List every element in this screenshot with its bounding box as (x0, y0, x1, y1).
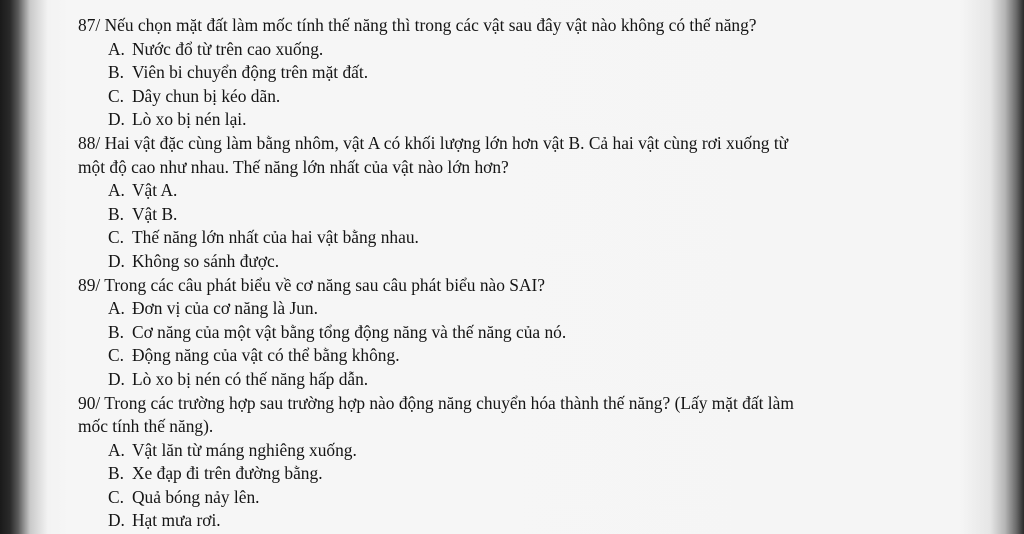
option-b (78, 462, 958, 486)
option-c (78, 344, 958, 368)
question-87 (78, 14, 958, 132)
option-letter: A. (108, 38, 125, 59)
option-letter: A. (108, 180, 125, 201)
question-list (78, 14, 958, 533)
option-text: Viên bi chuyển động trên mặt đất. (132, 62, 369, 83)
option-text: Xe đạp đi trên đường bằng. (132, 463, 323, 484)
option-a (78, 179, 958, 203)
option-a (78, 439, 958, 463)
option-b (78, 321, 958, 345)
option-text: Đơn vị của cơ năng là Jun. (132, 298, 318, 319)
option-letter: D. (108, 368, 125, 389)
option-a (78, 38, 958, 62)
option-letter: D. (108, 250, 125, 271)
question-text: 89/ Trong các câu phát biểu về cơ năng sau câu phát biểu nào SAI? (78, 274, 546, 295)
option-text: Thế năng lớn nhất của hai vật bằng nhau. (132, 227, 419, 248)
option-letter: B. (108, 203, 124, 224)
option-letter: B. (108, 321, 124, 342)
option-c (78, 486, 958, 510)
option-letter: D. (108, 510, 125, 531)
option-text: Vật lăn từ máng nghiêng xuống. (132, 439, 357, 460)
option-d (78, 368, 958, 392)
question-text: 88/ Hai vật đặc cùng làm bằng nhôm, vật A có khối lượng lớn hơn vật B. Cả hai vật cùng rơi xuống từ (78, 132, 789, 153)
option-c (78, 85, 958, 109)
option-letter: D. (108, 109, 125, 130)
option-letter: C. (108, 227, 124, 248)
option-a (78, 297, 958, 321)
option-text: Hạt mưa rơi. (132, 510, 221, 531)
option-text: Vật B. (132, 203, 178, 224)
option-b (78, 61, 958, 85)
option-b (78, 203, 958, 227)
option-d (78, 108, 958, 132)
question-text: 90/ Trong các trường hợp sau trường hợp nào động năng chuyển hóa thành thế năng? (Lấy mặt đất làm (78, 392, 794, 413)
option-letter: A. (108, 439, 125, 460)
option-letter: C. (108, 345, 124, 366)
option-text: Động năng của vật có thể bằng không. (132, 345, 400, 366)
option-letter: B. (108, 62, 124, 83)
question-text-continued: mốc tính thế năng). (78, 416, 214, 437)
question-text-continued: một độ cao như nhau. Thế năng lớn nhất của vật nào lớn hơn? (78, 156, 509, 177)
option-text: Nước đổ từ trên cao xuống. (132, 38, 324, 59)
option-text: Vật A. (132, 180, 178, 201)
option-d (78, 250, 958, 274)
option-letter: C. (108, 486, 124, 507)
option-text: Dây chun bị kéo dãn. (132, 85, 281, 106)
option-letter: B. (108, 463, 124, 484)
option-letter: C. (108, 85, 124, 106)
option-d (78, 509, 958, 533)
option-letter: A. (108, 298, 125, 319)
question-text: 87/ Nếu chọn mặt đất làm mốc tính thế năng thì trong các vật sau đây vật nào không có thế năng? (78, 15, 757, 35)
option-text: Lò xo bị nén lại. (132, 109, 247, 130)
question-88 (78, 132, 958, 274)
question-89 (78, 274, 958, 392)
option-text: Lò xo bị nén có thế năng hấp dẫn. (132, 368, 369, 389)
option-c (78, 226, 958, 250)
question-90 (78, 392, 958, 534)
option-text: Không so sánh được. (132, 250, 280, 271)
option-text: Cơ năng của một vật bằng tổng động năng và thế năng của nó. (132, 321, 567, 342)
option-text: Quả bóng nảy lên. (132, 486, 260, 507)
